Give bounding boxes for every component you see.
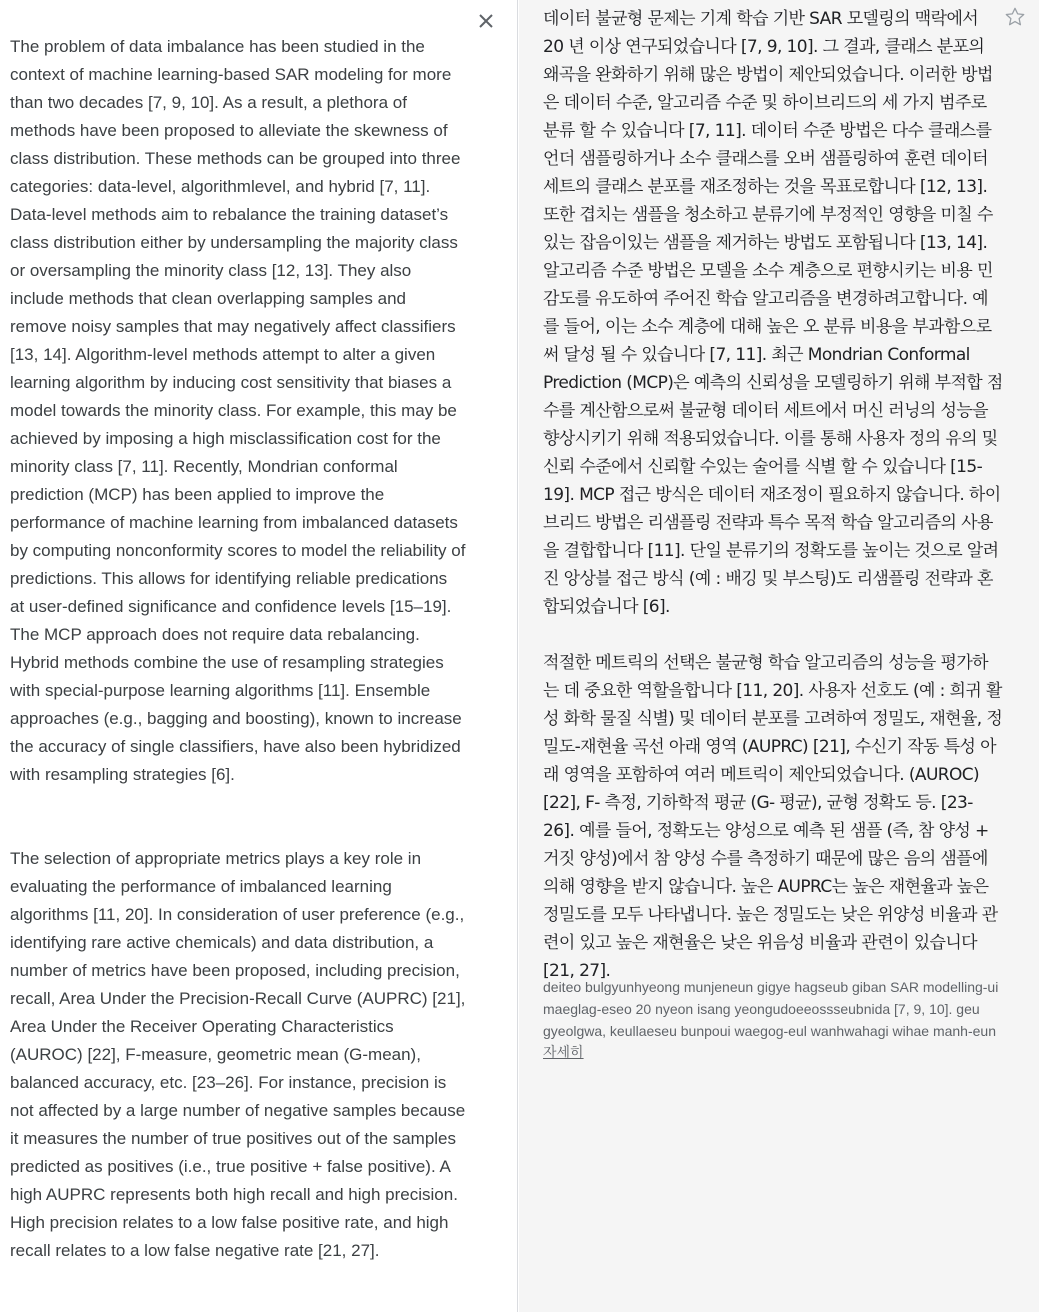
- source-paragraph-2: The selection of appropriate metrics plays a key role in evaluating the performance of imbalanced learning algorithms [11, 20]. In consideration of user preference (e.g., identifying rare active chemicals) and data distribution, a number of metrics have been proposed, including precision, recall, Area Under the Precision-Recall Curve (AUPRC) [21], Area Under the Receiver Operating Characteristics (AUROC) [22], F-measure, geometric mean (G-mean), balanced accuracy, etc. [23–26]. For instance, precision is not affected by a large number of negative samples because it measures the number of true positives out of the samples predicted as positives (i.e., true positive + false positive). A high AUPRC represents both high recall and high precision. High precision relates to a low false positive rate, and high recall relates to a low false negative rate [21, 27].: [10, 849, 466, 1260]
- more-link[interactable]: 자세히: [543, 1045, 584, 1061]
- source-text[interactable]: [10, 5, 466, 1312]
- translation-paragraph-2: 적절한 메트릭의 선택은 불균형 학습 알고리즘의 성능을 평가하는 데 중요한 역할을합니다 [11, 20]. 사용자 선호도 (예 : 희귀 활성 화학 물질 식별) 및 데이터 분포를 고려하여 정밀도, 재현율, 정밀도-재현율 곡선 아래 영역 (AUPRC) [21], 수신기 작동 특성 아래 영역을 포함하여 여러 메트릭이 제안되었습니다. (AUROC) [22], F- 측정, 기하학적 평균 (G- 평균), 균형 정확도 등. [23-26]. 예를 들어, 정확도는 양성으로 예측 된 샘플 (즉, 참 양성 + 거짓 양성)에서 참 양성 수를 측정하기 때문에 많은 음의 샘플에 의해 영향을 받지 않습니다. 높은 AUPRC는 높은 재현율과 높은 정밀도를 모두 나타냅니다. 높은 정밀도는 낮은 위양성 비율과 관련이 있고 높은 재현율은 낮은 위음성 비율과 관련이 있습니다 [21, 27].: [543, 653, 1003, 981]
- romanization-text: deiteo bulgyunhyeong munjeneun gigye hagseub giban SAR modelling-ui maeglag-eseo 20 nyeon isang yeongudoeeossseubnida [7, 9, 10]. geu gyeolgwa, keullaeseu bunpoui waegog-eul wanhwahagi wihae manh-eun: [543, 979, 999, 1039]
- source-paragraph-1: The problem of data imbalance has been studied in the context of machine learning-based SAR modeling for more than two decades [7, 9, 10]. As a result, a plethora of methods have been proposed to alleviate the skewness of class distribution. These methods can be grouped into three categories: data-level, algorithmlevel, and hybrid [7, 11]. Data-level methods aim to rebalance the training dataset’s class distribution either by undersampling the majority class or oversampling the minority class [12, 13]. They also include methods that clean overlapping samples and remove noisy samples that may negatively affect classifiers [13, 14]. Algorithm-level methods attempt to alter a given learning algorithm by inducing cost sensitivity that biases a model towards the minority class. For example, this may be achieved by imposing a high misclassification cost for the minority class [7, 11]. Recently, Mondrian conformal prediction (MCP) has been applied to improve the performance of machine learning from imbalanced datasets by computing nonconformity scores to model the reliability of predictions. This allows for identifying reliable predications at user-defined significance and confidence levels [15–19]. The MCP approach does not require data rebalancing. Hybrid methods combine the use of resampling strategies with special-purpose learning algorithms [11]. Ensemble approaches (e.g., bagging and boosting), known to increase the accuracy of single classifiers, have also been hybridized with resampling strategies [6].: [10, 37, 466, 784]
- close-icon: [478, 13, 494, 29]
- star-outline-icon: [1004, 6, 1026, 28]
- romanization: [543, 976, 1031, 1064]
- clear-source-button[interactable]: [473, 8, 499, 34]
- save-translation-button[interactable]: [1003, 5, 1027, 29]
- translation-text: [543, 5, 1003, 1013]
- source-pane[interactable]: [0, 0, 518, 1312]
- translation-pane: [519, 0, 1039, 1312]
- translation-paragraph-1: 데이터 불균형 문제는 기계 학습 기반 SAR 모델링의 맥락에서 20 년 이상 연구되었습니다 [7, 9, 10]. 그 결과, 클래스 분포의 왜곡을 완화하기 위해 많은 방법이 제안되었습니다. 이러한 방법은 데이터 수준, 알고리즘 수준 및 하이브리드의 세 가지 범주로 분류 할 수 있습니다 [7, 11]. 데이터 수준 방법은 다수 클래스를 언더 샘플링하거나 소수 클래스를 오버 샘플링하여 훈련 데이터 세트의 클래스 분포를 재조정하는 것을 목표로합니다 [12, 13]. 또한 겹치는 샘플을 청소하고 분류기에 부정적인 영향을 미칠 수있는 잡음이있는 샘플을 제거하는 방법도 포함됩니다 [13, 14]. 알고리즘 수준 방법은 모델을 소수 계층으로 편향시키는 비용 민감도를 유도하여 주어진 학습 알고리즘을 변경하려고합니다. 예를 들어, 이는 소수 계층에 대해 높은 오 분류 비용을 부과함으로써 달성 될 수 있습니다 [7, 11]. 최근 Mondrian Conformal Prediction (MCP)은 예측의 신뢰성을 모델링하기 위해 부적합 점수를 계산함으로써 불균형 데이터 세트에서 머신 러닝의 성능을 향상시키기 위해 적용되었습니다. 이를 통해 사용자 정의 유의 및 신뢰 수준에서 신뢰할 수있는 술어를 식별 할 수 있습니다 [15-19]. MCP 접근 방식은 데이터 재조정이 필요하지 않습니다. 하이브리드 방법은 리샘플링 전략과 특수 목적 학습 알고리즘의 사용을 결합합니다 [11]. 단일 분류기의 정확도를 높이는 것으로 알려진 앙상블 접근 방식 (예 : 배깅 및 부스팅)도 리샘플링 전략과 혼합되었습니다 [6].: [543, 9, 1003, 617]
